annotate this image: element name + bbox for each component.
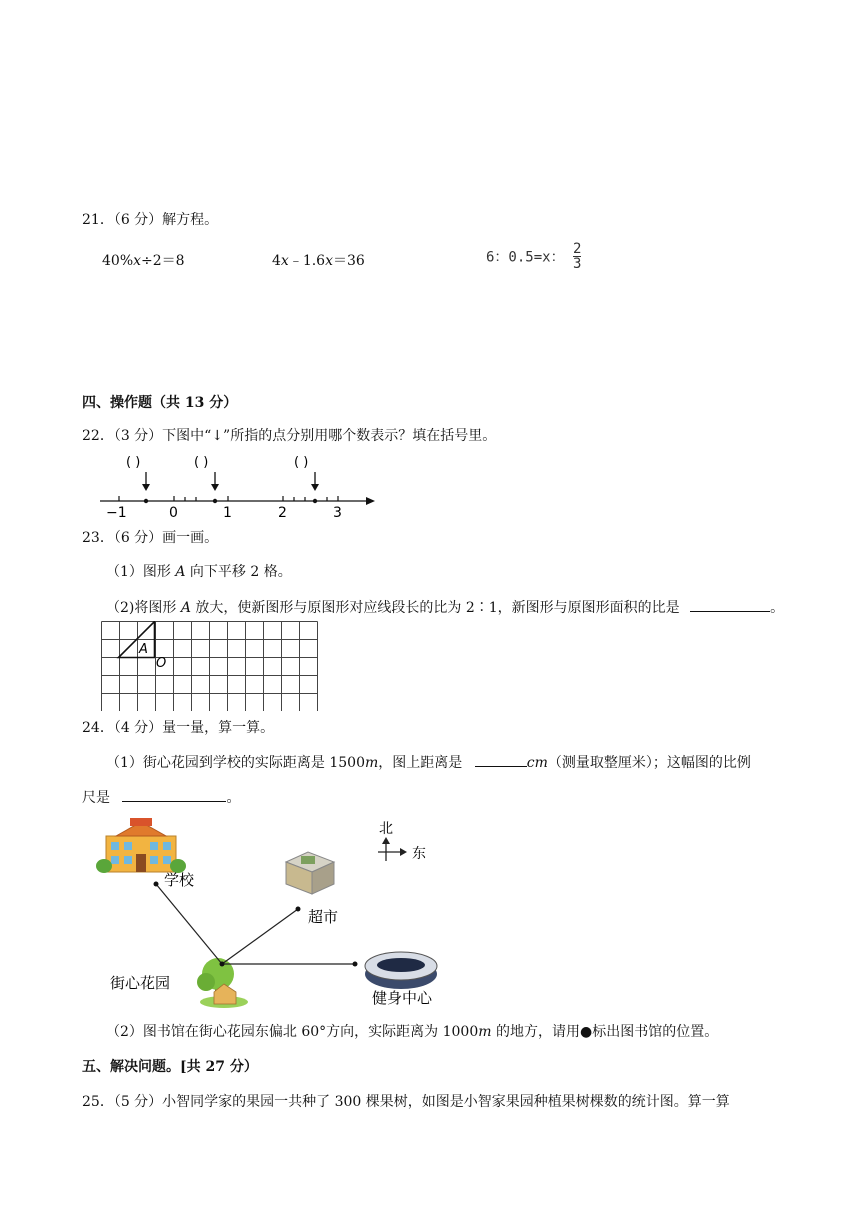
q23-part-2: （2)将图形 A 放大，使新图形与原图形对应线段长的比为 2∶1，新图形与原图形面积的比是 。 (106, 597, 784, 618)
map-distance-blank[interactable] (475, 752, 527, 767)
tick-label: 1 (223, 505, 232, 521)
q22-stem: 22．（3 分）下图中“↓”所指的点分别用哪个数表示？填在括号里。 (82, 428, 497, 444)
section-4-heading: 四、操作题（共 13 分） (82, 395, 238, 411)
point-2 (213, 499, 217, 503)
label-a: A (139, 642, 148, 657)
grid-figure (101, 621, 329, 711)
section-5-heading: 五、解决问题。[共 27 分） (82, 1059, 258, 1075)
answer-paren-3: ( ) (294, 455, 309, 470)
map-figure (96, 816, 456, 1012)
number-line-figure (96, 450, 386, 522)
east-label: 东 (412, 846, 426, 862)
garden-label: 街心花园 (110, 974, 171, 992)
q23-stem: 23．（6 分）画一画。 (82, 530, 219, 546)
q24-part-2: （2）图书馆在街心花园东偏北 60°方向，实际距离为 1000m 的地方，请用●标出图书馆的位置。 (106, 1024, 719, 1040)
equation-2: 4x﹣1.6x＝36 (272, 253, 365, 269)
q21-stem: 21．（6 分）解方程。 (82, 212, 219, 228)
q23-part-1: （1）图形 A 向下平移 2 格。 (106, 564, 292, 580)
point-1 (144, 499, 148, 503)
route-to-supermarket (222, 909, 298, 964)
q25-stem: 25．（5 分）小智同学家的果园一共种了 300 棵果树，如图是小智家果园种植果树棵数的统计图。算一算 (82, 1094, 730, 1110)
supermarket-label: 超市 (308, 908, 339, 926)
tick-label: 0 (169, 505, 178, 521)
q24-part-1: （1）街心花园到学校的实际距离是 1500m，图上距离是 cm（测量取整厘米）；这幅图的比例 (106, 752, 751, 773)
point-3 (313, 499, 317, 503)
tick-label: −1 (106, 505, 127, 521)
gym-label: 健身中心 (372, 989, 433, 1007)
q24-part-1-cont: 尺是 。 (82, 787, 240, 808)
tick-label: 3 (333, 505, 342, 521)
supermarket-building-icon (286, 852, 334, 894)
answer-paren-2: ( ) (194, 455, 209, 470)
north-label: 北 (379, 821, 393, 837)
school-point (154, 882, 159, 887)
equation-3: 6：0.5=x： $\frac{2}{3}$ (486, 241, 582, 272)
area-ratio-blank[interactable] (690, 597, 770, 612)
axis-arrow-icon (366, 497, 375, 505)
equation-1: 40%x÷2＝8 (102, 253, 185, 269)
tick-label: 2 (278, 505, 287, 521)
school-label: 学校 (164, 871, 195, 889)
school-building-icon (96, 818, 186, 873)
q24-stem: 24．（4 分）量一量，算一算。 (82, 720, 275, 736)
gym-point (353, 962, 358, 967)
gym-stadium-icon (365, 952, 437, 989)
supermarket-point (296, 907, 301, 912)
scale-blank[interactable] (122, 787, 226, 802)
route-to-school (156, 884, 222, 964)
label-o: O (156, 656, 167, 671)
answer-paren-1: ( ) (126, 455, 141, 470)
garden-point (220, 962, 225, 967)
